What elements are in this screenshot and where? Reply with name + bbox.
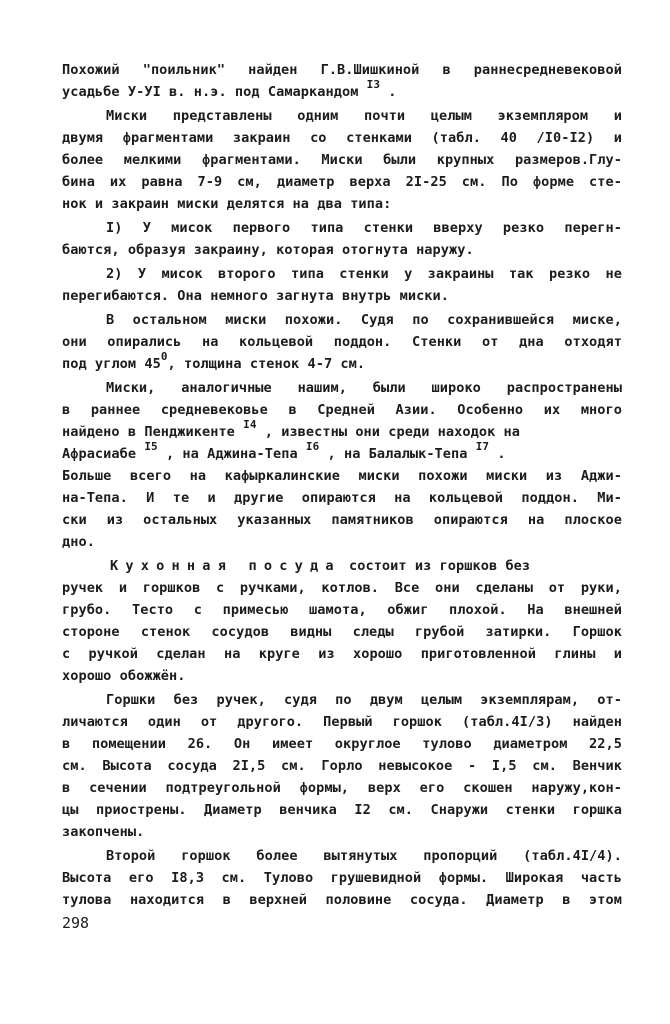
text-line: двумя фрагментами закраин со стенками (табл. 40 /I0-I2) и [62, 130, 622, 146]
text-line: они опирались на кольцевой поддон. Стенки от дна отходят [62, 334, 622, 350]
text-line: с ручкой сделан на круге из хорошо приготовленной глины и [62, 646, 622, 662]
text-line: 2) У мисок второго типа стенки у закраины так резко не [106, 266, 622, 282]
text-line: Миски представлены одним почти целым экземпляром и [106, 108, 622, 124]
text-line: баются, образуя закраину, которая отогнута наружу. [62, 242, 474, 258]
text-line: личаются один от другого. Первый горшок (табл.4I/3) найден [62, 714, 622, 730]
text-line: усадьбе У-УI в. н.э. под Самаркандом $^{I3}$ . [62, 78, 397, 100]
text-line: Миски, аналогичные нашим, были широко распространены [106, 380, 622, 396]
text-line: стороне стенок сосудов видны следы грубой затирки. Горшок [62, 624, 622, 640]
text-line: на-Тепа. И те и другие опираются на кольцевой поддон. Ми- [62, 490, 622, 506]
text-line: цы приострены. Диаметр венчика I2 см. Снаружи стенки горшка [62, 802, 622, 818]
text-line: ручек и горшков с ручками, котлов. Все они сделаны от руки, [62, 580, 622, 596]
text-line: найдено в Пенджикенте $^{I4}$ , известны они среди находок на [62, 418, 521, 440]
text-line: Похожий "поильник" найден Г.В.Шишкиной в раннесредневековой [62, 62, 622, 78]
text-line: закопчены. [62, 824, 145, 840]
text-line: Афрасиабе $^{I5}$ , на Аджина-Тепа $^{I6}$ , на Балалык-Тепа $^{I7}$ . [62, 440, 506, 462]
text-line: в помещении 26. Он имеет округлое тулово диаметром 22,5 [62, 736, 622, 752]
section-heading-spaced: Кухонная посуда [110, 558, 341, 574]
text-line: Второй горшок более вытянутых пропорций (табл.4I/4). [106, 848, 622, 864]
text-line: Горшки без ручек, судя по двум целым экземплярам, от- [106, 692, 622, 708]
text-line: см. Высота сосуда 2I,5 см. Горло невысокое - I,5 см. Венчик [62, 758, 622, 774]
text-line: ски из остальных указанных памятников опираются на плоское [62, 512, 622, 528]
text-line: хорошо обожжён. [62, 668, 186, 684]
degree-superscript: 0 [160, 350, 168, 363]
text-line: грубо. Тесто с примесью шамота, обжиг плохой. На внешней [62, 602, 622, 618]
text-line: I) У мисок первого типа стенки вверху резко перегн- [106, 220, 622, 236]
text-line: Больше всего на кафыркалинские миски похожи миски из Аджи- [62, 468, 622, 484]
text-line: дно. [62, 534, 95, 550]
text-line: в сечении подтреугольной формы, верх его скошен наружу,кон- [62, 780, 622, 796]
page-number: 298 [62, 914, 90, 932]
text-line: Высота его I8,3 см. Тулово грушевидной формы. Широкая часть [62, 870, 622, 886]
text-line: в раннее средневековье в Средней Азии. Особенно их много [62, 402, 622, 418]
text-line: более мелкими фрагментами. Миски были крупных размеров.Глу- [62, 152, 622, 168]
text-line: бина их равна 7-9 см, диаметр верха 2I-25 см. По форме сте- [62, 174, 622, 190]
text-line: перегибаются. Она немного загнута внутрь миски. [62, 288, 450, 304]
footnote-ref: I7 [475, 440, 490, 453]
text-line: В остальном миски похожи. Судя по сохранившейся миске, [106, 312, 622, 328]
text-line: под углом $45^0$, толщина стенок 4-7 см. [62, 350, 366, 372]
footnote-ref: I4 [243, 418, 257, 431]
footnote-ref: I5 [144, 440, 158, 453]
text-line: Кухонная посуда состоит из горшков без [110, 558, 531, 574]
text-line: тулова находится в верхней половине сосуда. Диаметр в этом [62, 892, 622, 908]
text-line: нок и закраин миски делятся на два типа: [62, 196, 392, 212]
footnote-ref: I3 [366, 78, 381, 91]
footnote-ref: I6 [305, 440, 320, 453]
